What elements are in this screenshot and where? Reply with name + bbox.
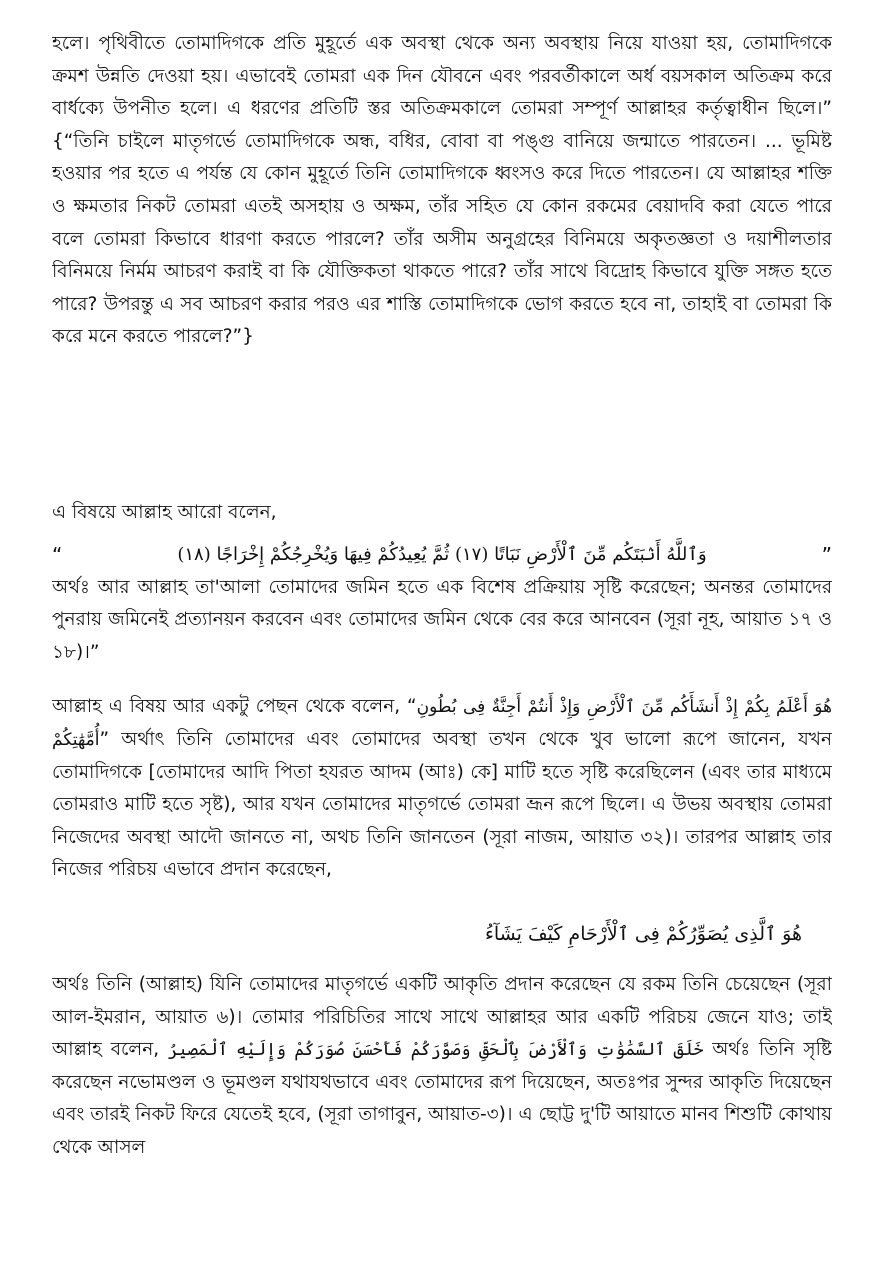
arabic-verse-noah: وَٱللَّهُ أَنۢبَتَكُم مِّنَ ٱلْأَرْضِ نَبَاتًا (١٧) ثُمَّ يُعِيدُكُمْ فِيهَا وَيُخْرِجُكُمْ إِخْرَاجًا (١٨) (177, 544, 707, 566)
paragraph-lead: এ বিষয়ে আল্লাহ আরো বলেন, (52, 502, 277, 523)
imran-text-before: অর্থঃ তিনি (আল্লাহ) যিনি তোমাদের মাতৃগর্ভে একটি আকৃতি প্রদান করেছেন যে রকম তিনি চেয়েছেন (সূরা আল-ইমরান, আয়াত ৬)। তোমার পরিচিতির সাথে সাথে আল্লাহর আর একটি পরিচয় জেনে যাও; তাই আল্লাহ বলেন, (52, 973, 832, 1061)
book-page (52, 28, 832, 1258)
paragraph-intro: হলে। পৃথিবীতে তোমাদিগকে প্রতি মুহূর্তে এক অবস্থা থেকে অন্য অবস্থায় নিয়ে যাওয়া হয়, তোমাদিগকে ক্রমশ উন্নতি দেওয়া হয়। এভাবেই তোমরা এক দিন যৌবনে এবং পরবর্তীকালে অর্ধ বয়সকাল অতিক্রম করে বার্ধক্যে উপনীত হলে। এ ধরণের প্রতিটি স্তর অতিক্রমকালে তোমরা সম্পূর্ণ আল্লাহর কর্তৃত্বাধীন ছিলে।” {“তিনি চাইলে মাতৃগর্ভে তোমাদিগকে অন্ধ, বধির, বোবা বা পঙ্গু বানিয়ে জন্মাতে পারতেন। ... ভূমিষ্ট হওয়ার পর হতে এ পর্যন্ত যে কোন মুহূর্তে তিনি তোমাদিগকে ধ্বংসও করে দিতে পারতেন। যে আল্লাহর শক্তি ও ক্ষমতার নিকট তোমরা এতই অসহায় ও অক্ষম, তাঁর সহিত যে কোন রকমের বেয়াদবি করা যেতে পারে বলে তোমরা কিভাবে ধারণা করতে পারলে? তাঁর অসীম অনুগ্রহের বিনিময়ে অকৃতজ্ঞতা ও দয়াশীলতার বিনিময়ে নির্মম আচরণ করাই বা কি যৌক্তিকতা থাকতে পারে? তাঁর সাথে বিদ্রোহ কিভাবে যুক্তি সঙ্গত হতে পারে? উপরন্তু এ সব আচরণ করার পরও এর শাস্তি তোমাদিগকে ভোগ করতে হবে না, তাহাই বা তোমরা কি করে মনে করতে পারলে?”} (52, 33, 832, 348)
paragraph-imran (52, 969, 832, 1165)
arabic-verse-najm: هُوَ أَعْلَمُ بِكُمْ إِذْ أَنشَأَكُم مِّنَ ٱلْأَرْضِ وَإِذْ أَنتُمْ أَجِنَّةٌ فِى بُطُونِ أُمَّهَٰتِكُمْ (52, 697, 832, 750)
najm-text-after: ” অর্থাৎ তিনি তোমাদের এবং তোমাদের অবস্থা তখন থেকে খুব ভালো রূপে জানেন, যখন তোমাদিগকে [তোমাদের আদি পিতা হযরত আদম (আঃ) কে] মাটি হতে সৃষ্টি করেছিলেন (এবং তার মাধ্যমে তোমরাও মাটি হতে সৃষ্ট), আর যখন তোমাদের মাতৃগর্ভে তোমরা ভ্রূন রূপে ছিলে। এ উভয় অবস্থায় তোমরা নিজেদের অবস্থা আদৌ জানতে না, অথচ তিনি জানতেন (সূরা নাজম, আয়াত ৩২)। তারপর আল্লাহ তার নিজের পরিচয় এভাবে প্রদান করেছেন, (52, 728, 832, 881)
arabic-verse-taghabun: خَلَقَ ٱلسَّمَٰوَٰتِ وَٱلْأَرْضَ بِٱلْحَقِّ وَصَوَّرَكُمْ فَأَحْسَنَ صُوَرَكُمْ وَإِلَيْهِ ٱلْمَصِيرُ (168, 1040, 704, 1061)
verse-close-quote: ” (821, 542, 832, 567)
imran-text-after: অর্থঃ তিনি সৃষ্টি করেছেন নভোমণ্ডল ও ভূমণ্ডল যথাযথভাবে এবং তোমাদের রূপ দিয়েছেন, অতঃপর সুন্দর আকৃতি দিয়েছেন এবং তারই নিকট ফিরে যেতেই হবে, (সূরা তাগাবুন, আয়াত-৩)। এ ছোট্ট দু'টি আয়াতে মানব শিশুটি কোথায় থেকে আসল (52, 1039, 832, 1158)
verse-open-quote: “ (52, 542, 63, 567)
arabic-verse-imran: هُوَ ٱلَّذِى يُصَوِّرُكُمْ فِى ٱلْأَرْحَامِ كَيْفَ يَشَآءُ (484, 922, 802, 945)
paragraph-najm (52, 691, 832, 887)
paragraph-noah-meaning: অর্থঃ আর আল্লাহ তা'আলা তোমাদের জমিন হতে এক বিশেষ প্রক্রিয়ায় সৃষ্টি করেছেন; অনন্তর তোমাদের পুনরায় জমিনেই প্রত্যানয়ন করবেন এবং তোমাদের জমিন থেকে বের করে আনবেন (সূরা নূহ, আয়াত ১৭ ও ১৮)।” (52, 576, 832, 663)
verse-noah (52, 538, 832, 572)
najm-text-before: আল্লাহ এ বিষয় আর একটু পেছন থেকে বলেন, “ (52, 696, 417, 718)
